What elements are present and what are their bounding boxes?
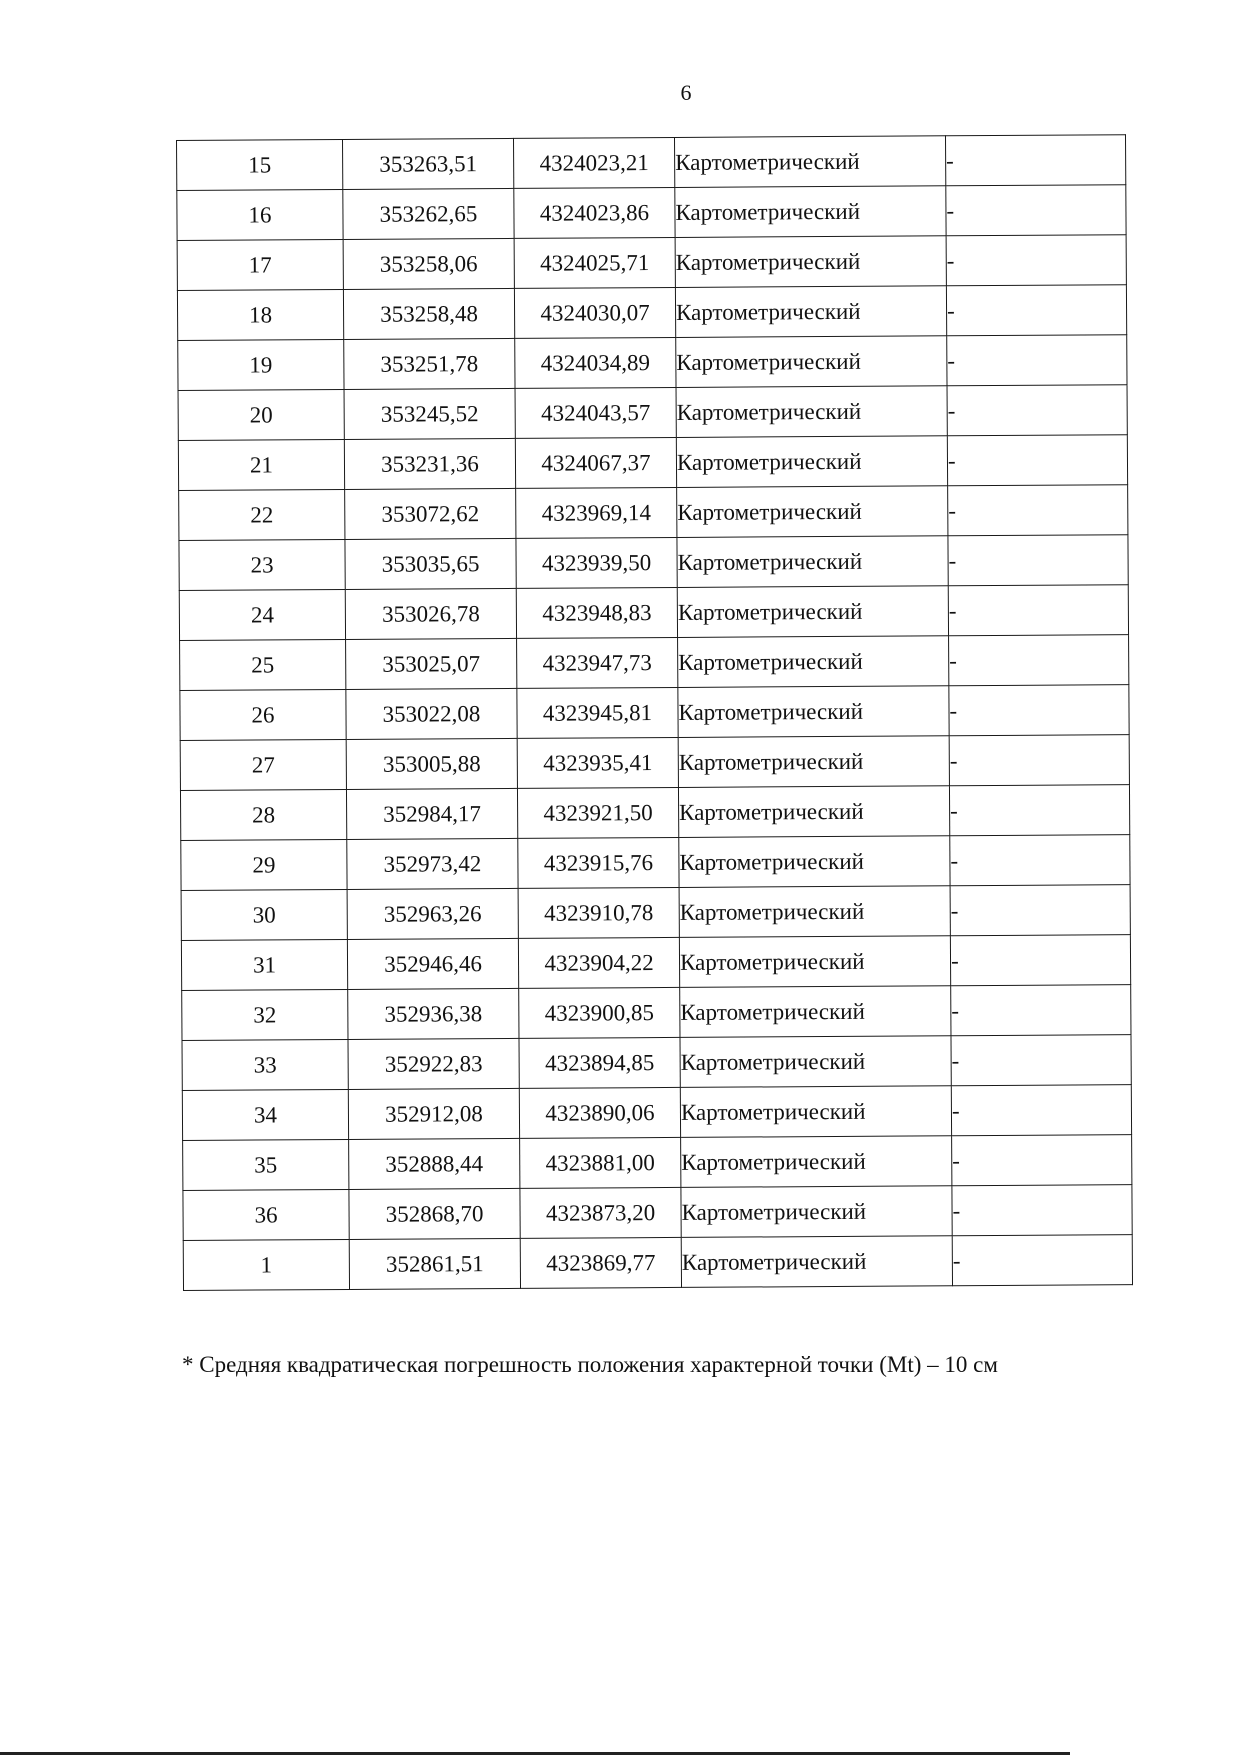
cell-error: - xyxy=(946,185,1126,236)
cell-method: Картометрический xyxy=(681,1236,952,1288)
cell-y-coordinate: 4323915,76 xyxy=(518,837,679,888)
cell-error: - xyxy=(950,835,1130,886)
cell-x-coordinate: 353231,36 xyxy=(344,438,515,489)
cell-y-coordinate: 4323948,83 xyxy=(516,587,677,638)
cell-x-coordinate: 352973,42 xyxy=(347,838,518,889)
cell-x-coordinate: 352936,38 xyxy=(348,988,519,1039)
cell-method: Картометрический xyxy=(677,486,948,538)
table-row xyxy=(177,235,1126,291)
cell-y-coordinate: 4323881,00 xyxy=(520,1137,681,1188)
cell-x-coordinate: 352861,51 xyxy=(349,1238,520,1289)
cell-error: - xyxy=(949,685,1129,736)
table-row xyxy=(182,1085,1131,1141)
table-row xyxy=(178,335,1127,391)
cell-error: - xyxy=(948,535,1128,586)
table-row xyxy=(179,485,1128,541)
cell-y-coordinate: 4323939,50 xyxy=(516,537,677,588)
table-row xyxy=(182,1035,1131,1091)
cell-y-coordinate: 4324043,57 xyxy=(515,387,676,438)
footnote-mean-square-error: * Средняя квадратическая погрешность положения характерной точки (Mt) – 10 см xyxy=(182,1352,998,1377)
cell-point-number: 36 xyxy=(183,1189,349,1240)
cell-method: Картометрический xyxy=(675,286,946,338)
cell-x-coordinate: 352984,17 xyxy=(346,788,517,839)
cell-point-number: 19 xyxy=(178,339,344,390)
cell-point-number: 26 xyxy=(180,689,346,740)
cell-error: - xyxy=(946,285,1126,336)
cell-error: - xyxy=(948,585,1128,636)
cell-point-number: 21 xyxy=(178,439,344,490)
cell-y-coordinate: 4323869,77 xyxy=(520,1237,681,1288)
cell-point-number: 34 xyxy=(182,1089,348,1140)
cell-x-coordinate: 352946,46 xyxy=(347,938,518,989)
cell-point-number: 23 xyxy=(179,539,345,590)
cell-y-coordinate: 4323935,41 xyxy=(517,737,678,788)
table-row xyxy=(177,135,1126,191)
cell-point-number: 24 xyxy=(179,589,345,640)
cell-y-coordinate: 4324023,86 xyxy=(514,187,675,238)
cell-error: - xyxy=(949,635,1129,686)
cell-x-coordinate: 353025,07 xyxy=(346,638,517,689)
cell-point-number: 18 xyxy=(177,289,343,340)
cell-method: Картометрический xyxy=(678,636,949,688)
cell-method: Картометрический xyxy=(680,1036,951,1088)
cell-y-coordinate: 4323894,85 xyxy=(519,1037,680,1088)
cell-x-coordinate: 352912,08 xyxy=(348,1088,519,1139)
cell-error: - xyxy=(950,935,1130,986)
cell-error: - xyxy=(948,485,1128,536)
table-row xyxy=(183,1235,1132,1291)
cell-point-number: 1 xyxy=(183,1239,349,1290)
coordinates-table-body xyxy=(177,135,1133,1291)
table-row xyxy=(177,285,1126,341)
table-row xyxy=(182,985,1131,1041)
cell-y-coordinate: 4324025,71 xyxy=(514,237,675,288)
cell-point-number: 17 xyxy=(177,239,343,290)
table-row xyxy=(180,785,1129,841)
cell-y-coordinate: 4323873,20 xyxy=(520,1187,681,1238)
cell-point-number: 15 xyxy=(177,139,343,190)
cell-point-number: 33 xyxy=(182,1039,348,1090)
cell-point-number: 31 xyxy=(181,939,347,990)
cell-x-coordinate: 352963,26 xyxy=(347,888,518,939)
cell-point-number: 16 xyxy=(177,189,343,240)
cell-x-coordinate: 352922,83 xyxy=(348,1038,519,1089)
cell-x-coordinate: 353245,52 xyxy=(344,388,515,439)
cell-error: - xyxy=(952,1235,1132,1286)
cell-y-coordinate: 4324023,21 xyxy=(513,137,674,188)
cell-error: - xyxy=(951,1085,1131,1136)
cell-method: Картометрический xyxy=(681,1136,952,1188)
table-row xyxy=(178,435,1127,491)
table-row xyxy=(181,835,1130,891)
table-row xyxy=(178,385,1127,441)
cell-error: - xyxy=(949,735,1129,786)
cell-method: Картометрический xyxy=(678,786,949,838)
cell-method: Картометрический xyxy=(678,686,949,738)
cell-error: - xyxy=(952,1135,1132,1186)
cell-y-coordinate: 4323947,73 xyxy=(517,637,678,688)
bottom-scan-edge-line xyxy=(0,1752,1070,1755)
cell-point-number: 27 xyxy=(180,739,346,790)
cell-y-coordinate: 4323890,06 xyxy=(519,1087,680,1138)
cell-x-coordinate: 353026,78 xyxy=(345,588,516,639)
cell-y-coordinate: 4324067,37 xyxy=(515,437,676,488)
cell-method: Картометрический xyxy=(680,986,951,1038)
cell-y-coordinate: 4324034,89 xyxy=(515,337,676,388)
cell-error: - xyxy=(951,1035,1131,1086)
table-row xyxy=(181,885,1130,941)
coordinates-table xyxy=(176,134,1133,1291)
cell-x-coordinate: 353035,65 xyxy=(345,538,516,589)
cell-point-number: 35 xyxy=(183,1139,349,1190)
cell-error: - xyxy=(949,785,1129,836)
cell-y-coordinate: 4323921,50 xyxy=(517,787,678,838)
cell-error: - xyxy=(947,385,1127,436)
cell-x-coordinate: 352888,44 xyxy=(349,1138,520,1189)
cell-error: - xyxy=(951,985,1131,1036)
cell-x-coordinate: 353072,62 xyxy=(345,488,516,539)
table-row xyxy=(179,585,1128,641)
cell-point-number: 25 xyxy=(180,639,346,690)
cell-error: - xyxy=(945,135,1125,186)
cell-y-coordinate: 4323945,81 xyxy=(517,687,678,738)
cell-error: - xyxy=(947,435,1127,486)
cell-method: Картометрический xyxy=(679,886,950,938)
cell-method: Картометрический xyxy=(676,336,947,388)
table-row xyxy=(180,635,1129,691)
cell-point-number: 29 xyxy=(181,839,347,890)
cell-x-coordinate: 353262,65 xyxy=(343,188,514,239)
cell-point-number: 30 xyxy=(181,889,347,940)
table-row xyxy=(177,185,1126,241)
cell-x-coordinate: 353263,51 xyxy=(342,138,513,189)
cell-method: Картометрический xyxy=(679,836,950,888)
cell-x-coordinate: 352868,70 xyxy=(349,1188,520,1239)
cell-x-coordinate: 353022,08 xyxy=(346,688,517,739)
cell-y-coordinate: 4323910,78 xyxy=(518,887,679,938)
cell-error: - xyxy=(952,1185,1132,1236)
table-row xyxy=(180,735,1129,791)
cell-point-number: 22 xyxy=(179,489,345,540)
page-number: 6 xyxy=(680,80,692,105)
cell-x-coordinate: 353258,48 xyxy=(343,288,514,339)
cell-x-coordinate: 353005,88 xyxy=(346,738,517,789)
table-row xyxy=(179,535,1128,591)
cell-point-number: 32 xyxy=(182,989,348,1040)
cell-method: Картометрический xyxy=(676,436,947,488)
cell-y-coordinate: 4323969,14 xyxy=(516,487,677,538)
cell-method: Картометрический xyxy=(681,1186,952,1238)
cell-point-number: 20 xyxy=(178,389,344,440)
cell-error: - xyxy=(946,235,1126,286)
cell-method: Картометрический xyxy=(679,936,950,988)
coordinates-table-container xyxy=(176,134,1133,1291)
cell-method: Картометрический xyxy=(677,586,948,638)
cell-x-coordinate: 353258,06 xyxy=(343,238,514,289)
cell-method: Картометрический xyxy=(678,736,949,788)
cell-point-number: 28 xyxy=(180,789,346,840)
cell-method: Картометрический xyxy=(675,236,946,288)
cell-x-coordinate: 353251,78 xyxy=(344,338,515,389)
table-row xyxy=(180,685,1129,741)
cell-y-coordinate: 4324030,07 xyxy=(514,287,675,338)
cell-method: Картометрический xyxy=(676,386,947,438)
cell-error: - xyxy=(950,885,1130,936)
cell-method: Картометрический xyxy=(677,536,948,588)
table-row xyxy=(183,1135,1132,1191)
cell-y-coordinate: 4323904,22 xyxy=(518,937,679,988)
cell-method: Картометрический xyxy=(675,186,946,238)
table-row xyxy=(181,935,1130,991)
cell-method: Картометрический xyxy=(674,136,945,188)
table-row xyxy=(183,1185,1132,1241)
cell-y-coordinate: 4323900,85 xyxy=(519,987,680,1038)
cell-error: - xyxy=(947,335,1127,386)
cell-method: Картометрический xyxy=(680,1086,951,1138)
